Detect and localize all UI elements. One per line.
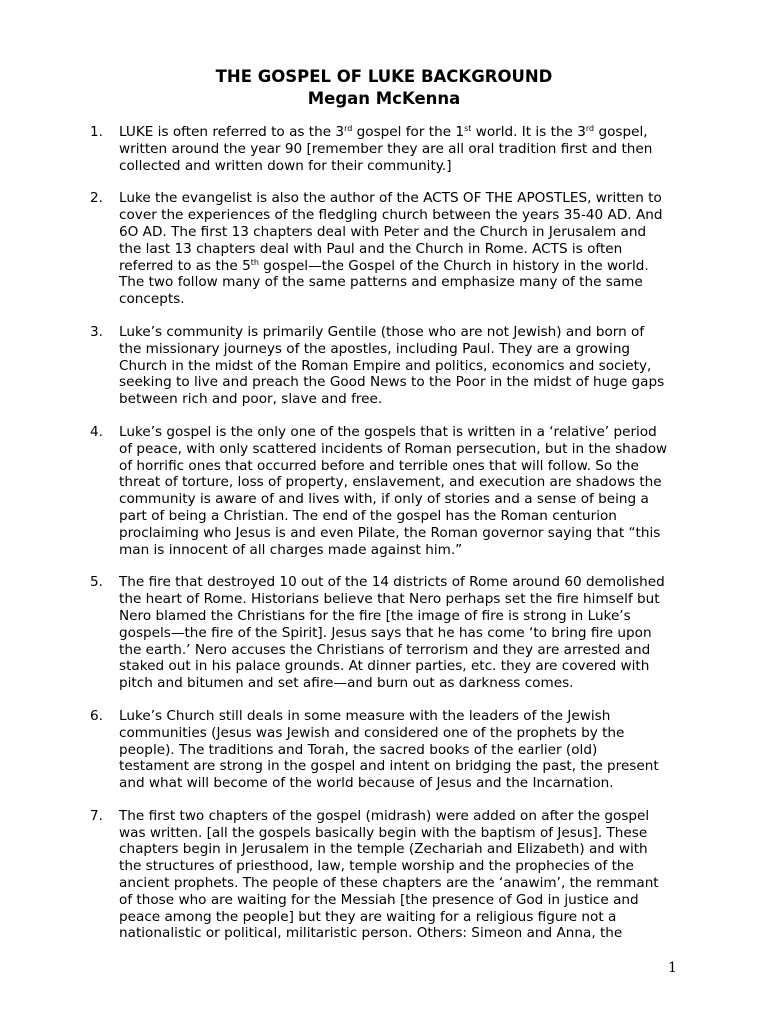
text-line	[119, 508, 690, 525]
text-run: chapters begin in Jerusalem in the temple (Zechariah and Elizabeth) and with	[119, 841, 648, 858]
list-item	[90, 574, 690, 692]
text-line	[119, 374, 690, 391]
list-item	[90, 808, 690, 942]
text-run: the last 13 chapters deal with Paul and the Church in Rome. ACTS is often	[119, 240, 623, 257]
text-run: written around the year 90 [remember they are all oral tradition first and then	[119, 140, 653, 157]
list-item	[90, 190, 690, 308]
text-line	[119, 775, 690, 792]
text-line	[119, 858, 690, 875]
list-item-number: 6.	[90, 707, 103, 724]
text-run: staked out in his palace grounds. At dinner parties, etc. they are covered with	[119, 658, 650, 675]
text-run: gospels—the fire of the Spirit]. Jesus says that he has come ‘to bring fire upon	[119, 624, 652, 641]
text-run: between rich and poor, slave and free.	[119, 391, 383, 408]
text-line	[119, 491, 690, 508]
numbered-list	[90, 124, 690, 958]
text-line	[119, 875, 690, 892]
text-line	[119, 441, 690, 458]
text-run: testament are strong in the gospel and intent on bridging the past, the present	[119, 758, 659, 775]
superscript: rd	[344, 124, 353, 133]
text-line	[119, 224, 690, 241]
list-item-text	[119, 324, 690, 408]
text-line	[119, 158, 690, 175]
superscript: st	[464, 124, 472, 133]
list-item	[90, 124, 690, 174]
superscript: rd	[585, 124, 595, 133]
text-line	[119, 658, 690, 675]
list-item-number: 5.	[90, 574, 103, 591]
text-run: the structures of priesthood, law, temple worship and the prophecies of the	[119, 858, 634, 875]
text-run: gospel,	[594, 124, 648, 140]
text-run: of those who are waiting for the Messiah [the presence of God in justice and	[119, 891, 639, 908]
text-run: referred to as the 5	[119, 257, 251, 274]
text-run: cover the experiences of the fledgling church between the years 35-40 AD. And	[119, 207, 663, 224]
text-line	[119, 625, 690, 642]
text-line	[119, 542, 690, 559]
list-item-number: 2.	[90, 190, 103, 207]
document-title: THE GOSPEL OF LUKE BACKGROUND	[215, 67, 553, 86]
text-run: the earth.’ Nero accuses the Christians of terrorism and they are arrested and	[119, 641, 651, 658]
text-run: man is innocent of all charges made against him.”	[119, 541, 463, 558]
text-line	[119, 841, 690, 858]
text-run: nationalistic or political, militaristic person. Others: Simeon and Anna, the	[119, 925, 623, 942]
text-line	[119, 358, 690, 375]
text-run: proclaiming who Jesus is and even Pilate, the Roman governor saying that “this	[119, 524, 661, 541]
text-run: ancient prophets. The people of these chapters are the ‘anawim’, the remmant	[119, 875, 659, 892]
text-run: The two follow many of the same patterns and emphasize many of the same	[119, 274, 643, 291]
text-run: community is aware of and lives with, if only of stories and a sense of being a	[119, 491, 649, 508]
text-line	[119, 241, 690, 258]
text-run: concepts.	[119, 291, 185, 308]
list-item-number: 3.	[90, 323, 103, 340]
text-run: world. It is the 3	[471, 124, 586, 140]
list-item	[90, 324, 690, 408]
text-run: the missionary journeys of the apostles, including Paul. They are a growing	[119, 340, 631, 357]
text-run: part of being a Christian. The end of the gospel has the Roman centurion	[119, 507, 617, 524]
text-run: people). The traditions and Torah, the sacred books of the earlier (old)	[119, 741, 598, 758]
text-run: Luke’s community is primarily Gentile (those who are not Jewish) and born of	[119, 323, 645, 340]
text-run: gospel for the 1	[352, 124, 465, 140]
list-item-number: 4.	[90, 423, 103, 440]
text-line	[119, 808, 690, 825]
text-line	[119, 141, 690, 158]
text-line	[119, 474, 690, 491]
text-run: Luke the evangelist is also the author of the ACTS OF THE APOSTLES, written to	[119, 190, 662, 207]
text-run: was written. [all the gospels basically begin with the baptism of Jesus]. These	[119, 824, 648, 841]
text-line	[119, 608, 690, 625]
text-run: of horrific ones that occurred before and terrible ones that will follow. So the	[119, 457, 639, 474]
text-run: Church in the midst of the Roman Empire and politics, economics and society,	[119, 357, 652, 374]
list-item-number: 7.	[90, 807, 103, 824]
text-line	[119, 124, 690, 141]
text-line	[119, 291, 690, 308]
text-run: Luke’s gospel is the only one of the gospels that is written in a ‘relative’ period	[119, 423, 657, 440]
title-block	[0, 66, 768, 110]
text-line	[119, 708, 690, 725]
text-line	[119, 758, 690, 775]
text-line	[119, 725, 690, 742]
text-line	[119, 892, 690, 909]
text-line	[119, 274, 690, 291]
text-line	[119, 591, 690, 608]
text-line	[119, 190, 690, 207]
text-run: peace among the people] but they are waiting for a religious figure not a	[119, 908, 617, 925]
text-run: The fire that destroyed 10 out of the 14 districts of Rome around 60 demolished	[119, 574, 665, 591]
list-item-text	[119, 708, 690, 792]
text-run: communities (Jesus was Jewish and considered one of the prophets by the	[119, 724, 625, 741]
list-item-text	[119, 574, 690, 692]
text-run: gospel—the Gospel of the Church in history in the world.	[258, 257, 649, 274]
superscript: th	[250, 257, 259, 267]
text-run: the heart of Rome. Historians believe that Nero perhaps set the fire himself but	[119, 591, 660, 608]
text-run: 6O AD. The first 13 chapters deal with Peter and the Church in Jerusalem and	[119, 223, 647, 240]
list-item-text	[119, 190, 690, 308]
text-run: of peace, with only scattered incidents of Roman persecution, but in the shadow	[119, 440, 668, 457]
text-line	[119, 925, 690, 942]
text-run: The first two chapters of the gospel (midrash) were added on after the gospel	[119, 807, 650, 824]
text-run: collected and written down for their community.]	[119, 157, 452, 174]
text-line	[119, 324, 690, 341]
text-line	[119, 574, 690, 591]
document-author: Megan McKenna	[307, 89, 461, 108]
text-line	[119, 258, 690, 275]
text-line	[119, 207, 690, 224]
list-item-text	[119, 424, 690, 558]
list-item-number: 1.	[90, 124, 103, 140]
text-run: Nero blamed the Christians for the fire [the image of fire is strong in Luke’s	[119, 607, 631, 624]
text-run: seeking to live and preach the Good News to the Poor in the midst of huge gaps	[119, 374, 665, 391]
text-line	[119, 341, 690, 358]
text-line	[119, 825, 690, 842]
text-line	[119, 742, 690, 759]
text-line	[119, 642, 690, 659]
text-line	[119, 909, 690, 926]
text-line	[119, 675, 690, 692]
list-item	[90, 424, 690, 558]
text-line	[119, 424, 690, 441]
list-item-text	[119, 808, 690, 942]
text-run: LUKE is often referred to as the 3	[119, 124, 345, 140]
text-line	[119, 458, 690, 475]
list-item	[90, 708, 690, 792]
text-run: threat of torture, loss of property, enslavement, and execution are shadows the	[119, 474, 662, 491]
text-line	[119, 525, 690, 542]
text-run: and what will become of the world because of Jesus and the Incarnation.	[119, 775, 614, 792]
list-item-text	[119, 124, 690, 174]
page-number: 1	[668, 960, 677, 976]
text-line	[119, 391, 690, 408]
text-run: Luke’s Church still deals in some measure with the leaders of the Jewish	[119, 707, 611, 724]
text-run: pitch and bitumen and set afire—and burn out as darkness comes.	[119, 675, 574, 692]
